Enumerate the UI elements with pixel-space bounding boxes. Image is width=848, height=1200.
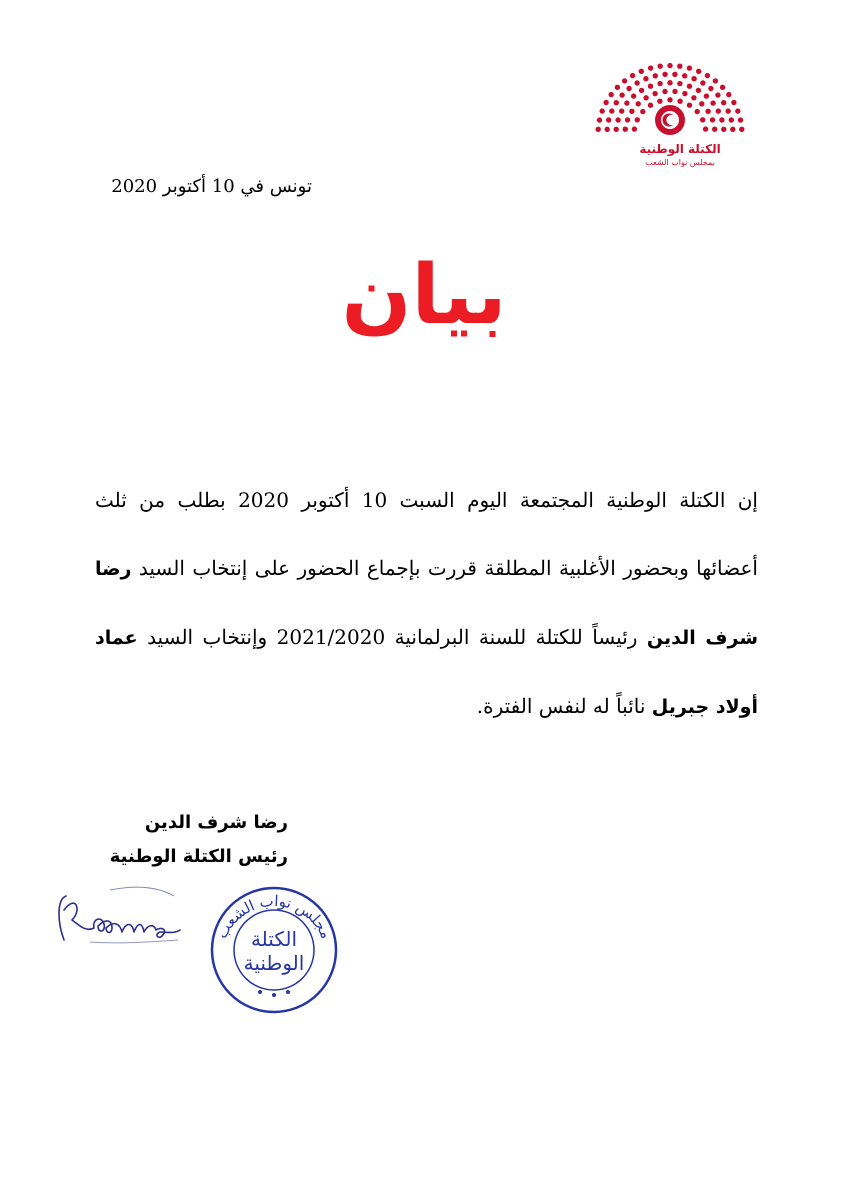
logo-subtitle: بمجلس نواب الشعب [645, 158, 715, 167]
party-logo [580, 48, 780, 172]
signatory-name: رضا شرف الدين [144, 812, 288, 833]
stamp-seal-icon [200, 880, 348, 1020]
logo-name: الكتلة الوطنية [639, 142, 721, 156]
vice-president-name: عماد أولاد جبريل [95, 627, 758, 718]
document-date: تونس في 10 أكتوبر 2020 [111, 176, 312, 197]
body-text-1: إن الكتلة الوطنية المجتمعة اليوم السبت 10 أكتوبر 2020 بطلب من ثلث أعضائها وبحضور الأغلبية المطلقة قررت بإجماع الحضور على إنتخاب السيد [95, 488, 758, 580]
document-title: بيان [341, 248, 507, 343]
handwritten-signature [50, 870, 190, 960]
stamp-inner-line-2: الوطنية [243, 951, 305, 975]
body-text-2: رئيساً للكتلة للسنة البرلمانية 2021/2020 وإنتخاب السيد [147, 625, 638, 649]
stamp-inner-line-1: الكتلة [250, 927, 298, 951]
stamp-outer-text: مجلس نواب الشعب [212, 891, 336, 942]
president-name: رضا شرف الدين [95, 558, 759, 649]
statement-body [95, 466, 758, 741]
official-stamp [200, 880, 348, 1020]
body-text-3: نائباً له لنفس الفترة. [476, 694, 646, 718]
signatory-role: رئيس الكتلة الوطنية [109, 846, 288, 867]
